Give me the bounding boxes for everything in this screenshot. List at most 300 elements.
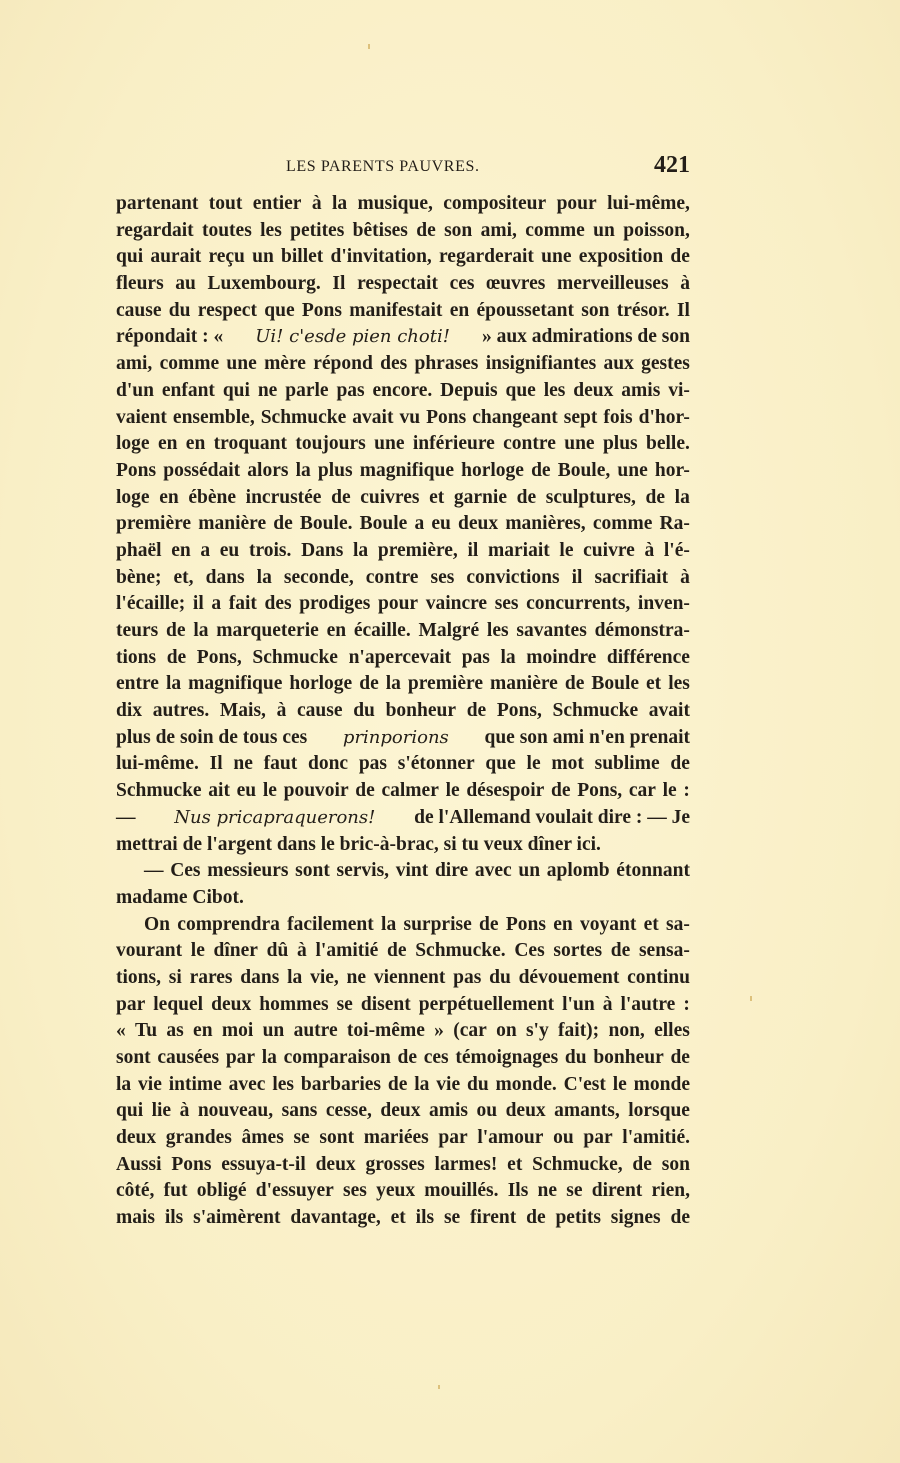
word: manière [198,513,267,535]
italic-phrase: prinporions [342,726,449,748]
word: Ils [507,1180,529,1202]
word: ses [494,593,519,615]
word: par [583,1127,613,1149]
word: C'est [563,1073,606,1095]
text-line [116,324,690,351]
word: le [262,780,277,802]
word: manière [489,673,558,695]
word: pas [453,966,482,988]
word: du [489,966,511,988]
text-line [116,671,690,698]
word: son [661,1153,690,1175]
text-line [116,378,690,405]
word: aurait [150,246,202,268]
word: de [479,913,499,935]
word: respectait [357,273,438,295]
word: loge [116,433,150,455]
word: et [643,913,659,935]
word: rares [189,966,233,988]
word: amants, [554,1100,620,1122]
word: le [559,539,574,561]
word: de [516,486,537,508]
word: comme [525,219,585,241]
word: seconde, [283,566,354,588]
word: vourant [116,940,183,962]
word: d'hor- [638,406,690,428]
word: contre [503,433,556,455]
word: une [617,459,648,481]
word: Pons [505,913,546,935]
word: Boule. [299,513,353,535]
word: d'un [116,379,154,401]
word: comparaison [283,1047,391,1068]
word: ensemble, [172,406,255,428]
word: marqueterie [216,620,319,641]
word: la [295,459,311,481]
word: la [385,673,401,695]
word: entier [252,193,302,214]
text-line [116,298,690,325]
word: Mais, [219,700,266,722]
word: horloge [461,459,524,481]
word: de [166,620,186,641]
word: il [571,566,583,588]
line-text: madame Cibot. [116,886,244,908]
word: fut [163,1180,188,1202]
word: de [610,940,631,962]
word: petits [555,1207,601,1229]
word: et, [173,566,194,588]
word: toujours [295,433,366,455]
word: de [397,1047,418,1068]
word: manifestait [349,299,443,321]
word: en [553,913,573,935]
word: pour [377,593,419,615]
word: de [273,513,293,535]
word: autres. [152,700,210,722]
word: le [190,940,205,962]
word: surprise [403,913,472,935]
word: hor- [654,459,690,481]
word: qui [116,1100,144,1122]
word: deux [458,513,499,535]
word: horloge [289,673,353,695]
word: ait [208,780,230,802]
text-line [116,1072,690,1099]
word: enfant [161,379,215,401]
word: sublime [594,753,660,775]
word: vint [395,860,429,882]
word: et [390,1207,406,1229]
word: et [646,673,662,695]
word: le [526,753,541,775]
word: eu [431,513,451,535]
word: Pons [426,406,467,428]
word: un [252,246,274,268]
text-line [116,1205,690,1232]
word: barbaries [300,1073,382,1095]
text-line [116,645,690,672]
word: larmes! [434,1153,498,1175]
word: mot [551,753,584,775]
word: merveilleuses [557,273,669,295]
word: de [632,1153,652,1175]
word: ils [415,1207,435,1229]
text-line [116,511,690,538]
text-line [116,965,690,992]
word: ils [164,1207,184,1229]
line-text: — [116,806,136,828]
word: de [670,753,690,775]
word: trésor. [616,299,670,321]
word: reçu [208,246,245,268]
word: Pons [171,1153,212,1175]
word: deux [211,993,252,1015]
text-line [116,244,690,271]
word: obligé [196,1180,247,1202]
word: troquant [213,433,287,455]
word: regarderait [439,246,534,268]
word: sont [116,1047,151,1068]
word: car [628,780,656,802]
page-header [116,152,690,182]
page-number: 421 [654,152,690,178]
word: cesse, [325,1100,372,1122]
word: son [444,219,473,241]
word: Luxembourg. [207,273,321,295]
word: sortes [553,940,603,962]
word: première, [377,539,458,561]
word: Ces [170,860,201,882]
word: nouveau, [197,1100,274,1122]
word: disent [360,993,411,1015]
word: à [680,566,690,588]
word: de [531,459,551,481]
word: parle [285,379,329,401]
word: toutes [201,219,252,241]
word: Ces [514,940,545,962]
word: en [157,433,178,455]
word: de [166,646,187,668]
word: lequel [153,993,204,1015]
word: ne [233,753,253,775]
word: bonheur [593,1047,664,1068]
text-line [116,832,690,859]
word: comme [159,353,220,375]
word: bène; [116,566,162,588]
italic-phrase: Nus pricapraquerons! [174,806,376,828]
word: convictions [466,566,560,588]
text-line [116,858,690,885]
word: magnifique [359,459,454,481]
word: musique, [357,193,433,214]
word: Schmucke [252,646,338,668]
word: la [381,913,397,935]
word: un [518,860,541,882]
word: Pons [116,459,157,481]
text-line [116,538,690,565]
word: du [466,1073,489,1095]
word: gestes [641,353,690,375]
word: as [166,1020,184,1042]
text-line [116,1098,690,1125]
word: les [543,379,566,401]
word: le [612,1073,627,1095]
word: monde [633,1073,690,1095]
word: le [662,780,677,802]
word: mère [264,353,306,375]
word: encore. [372,379,433,401]
word: s'aimèrent [193,1207,281,1229]
word: contre [365,566,419,588]
word: des [380,353,408,375]
word: Schmucke. [415,940,506,962]
word: perpétuellement [418,993,555,1015]
word: vu [399,406,421,428]
word: deux [315,1153,356,1175]
text-line [116,1125,690,1152]
word: dévouement [518,966,620,988]
word: (car [453,1020,487,1042]
word: de [466,700,487,722]
word: pas [461,646,490,668]
text-line [116,938,690,965]
word: à [680,273,690,295]
word: dîner [213,940,258,962]
word: du [168,299,191,321]
word: eu [219,539,240,561]
line-text: de l'Allemand voulait dire : — Je [414,806,690,828]
word: grandes [165,1127,232,1149]
word: Schmucke [260,406,347,428]
word: la [353,539,369,561]
word: témoignages [455,1047,559,1068]
body-text [116,191,690,1232]
word: de [551,780,571,802]
word: que [505,379,536,401]
word: les [668,673,690,695]
word: qui [116,246,144,268]
word: mariait [488,539,550,561]
word: à [644,539,655,561]
word: phrases [414,353,479,375]
word: par [438,1127,468,1149]
word: de [331,486,351,508]
word: facilement [287,913,374,935]
word: dire [434,860,469,882]
word: par [225,1047,256,1068]
word: en [185,433,206,455]
word: entre [116,673,159,695]
word: cuivres [360,486,420,508]
word: première [407,673,483,695]
word: firent [470,1207,517,1229]
word: respect [197,299,257,321]
word: comme [592,513,653,535]
word: sensa- [638,940,690,962]
word: billet [281,246,324,268]
word: exposition [578,246,664,268]
word: sont [319,1127,355,1149]
word: dans [240,966,280,988]
word: bêtises [352,219,408,241]
line-text: plus de soin de tous ces [116,726,308,748]
word: tout [208,193,243,214]
text-line [116,698,690,725]
word: davantage, [290,1207,381,1229]
word: avec [228,1073,266,1095]
word: lorsque [628,1100,690,1122]
text-line [116,618,690,645]
text-line [116,1178,690,1205]
word: à [602,993,613,1015]
word: : [683,993,690,1015]
word: s'y [525,1020,549,1042]
word: une [226,353,257,375]
word: sont [295,860,330,882]
word: désespoir [466,780,545,802]
word: se [443,1207,461,1229]
word: Depuis [440,379,498,401]
text-line [116,591,690,618]
word: un [262,1020,285,1042]
word: dix [116,700,143,722]
word: Schmucke [116,780,202,802]
word: changeant [472,406,558,428]
word: en [193,1020,213,1042]
word: cause [297,700,343,722]
word: Il [676,299,690,321]
word: partenant [116,193,199,214]
word: elles [654,1020,690,1042]
word: des [264,593,292,615]
word: se [566,1180,583,1202]
word: vaient [116,406,167,428]
word: démonstra- [594,620,690,641]
word: à [311,193,322,214]
word: loge [116,486,150,508]
word: dirent [591,1180,643,1202]
word: Schmucke, [532,1153,623,1175]
word: plus [317,459,353,481]
line-text: » aux admirations de son [481,326,690,348]
word: d'invitation, [330,246,432,268]
word: ne [346,966,367,988]
text-line [116,1045,690,1072]
word: ne [537,1180,558,1202]
text-line [116,351,690,378]
word: et [507,1153,523,1175]
word: de [416,219,436,241]
word: la [193,620,209,641]
word: causées [157,1047,220,1068]
word: Pons, [196,646,242,668]
word: de [645,486,666,508]
word: amis [429,1100,468,1122]
word: sa- [666,913,690,935]
word: Aussi [116,1153,162,1175]
text-line [116,725,690,752]
word: œuvres [486,273,546,295]
paper-speck [438,1385,440,1389]
word: mais [116,1207,155,1229]
word: garnie [453,486,507,508]
word: faut [263,753,298,775]
word: en [159,486,179,508]
text-line [116,271,690,298]
word: deux [116,1127,157,1149]
word: l'un [562,993,595,1015]
word: pas [336,379,365,401]
word: une [374,433,405,455]
word: compositeur [443,193,547,214]
word: moindre [526,646,597,668]
word: ces [449,273,475,295]
word: a [200,539,211,561]
word: de [359,673,379,695]
word: lie [151,1100,172,1122]
word: la [331,193,348,214]
word: en [449,299,470,321]
word: regardait [116,219,194,241]
word: hommes [259,993,329,1015]
word: Boule, [557,459,611,481]
text-line [116,885,690,912]
word: amis [621,379,661,401]
word: dû [266,940,289,962]
word: sans [281,1100,318,1122]
word: toi-même [346,1020,425,1042]
word: alors [247,459,289,481]
word: l'amour [477,1127,544,1149]
word: Dans [301,539,344,561]
word: une [564,433,595,455]
word: rien, [651,1180,690,1202]
word: pas [358,753,388,775]
word: vie [138,1073,162,1095]
word: aux [603,353,634,375]
word: : [683,780,690,802]
word: Pons [301,299,342,321]
word: Boule [359,513,408,535]
word: la [287,966,303,988]
word: du [564,1047,587,1068]
word: aplomb [546,860,610,882]
text-line [116,565,690,592]
text-line [116,778,690,805]
word: Il [209,753,223,775]
word: se [336,993,353,1015]
word: un [593,219,615,241]
word: à [297,940,307,962]
word: les [272,1073,294,1095]
word: que [264,299,295,321]
word: vie, [310,966,339,988]
word: et [429,486,445,508]
word: teurs [116,620,159,641]
word: sacrifiait [594,566,669,588]
word: côté, [116,1180,155,1202]
word: deux [505,1100,546,1122]
word: avait [648,700,690,722]
word: bonheur [385,700,457,722]
word: inférieure [412,433,495,455]
word: la [261,1047,277,1068]
word: « [116,1020,126,1042]
word: avait [352,406,394,428]
paper-speck [750,996,752,1001]
word: Tu [135,1020,158,1042]
